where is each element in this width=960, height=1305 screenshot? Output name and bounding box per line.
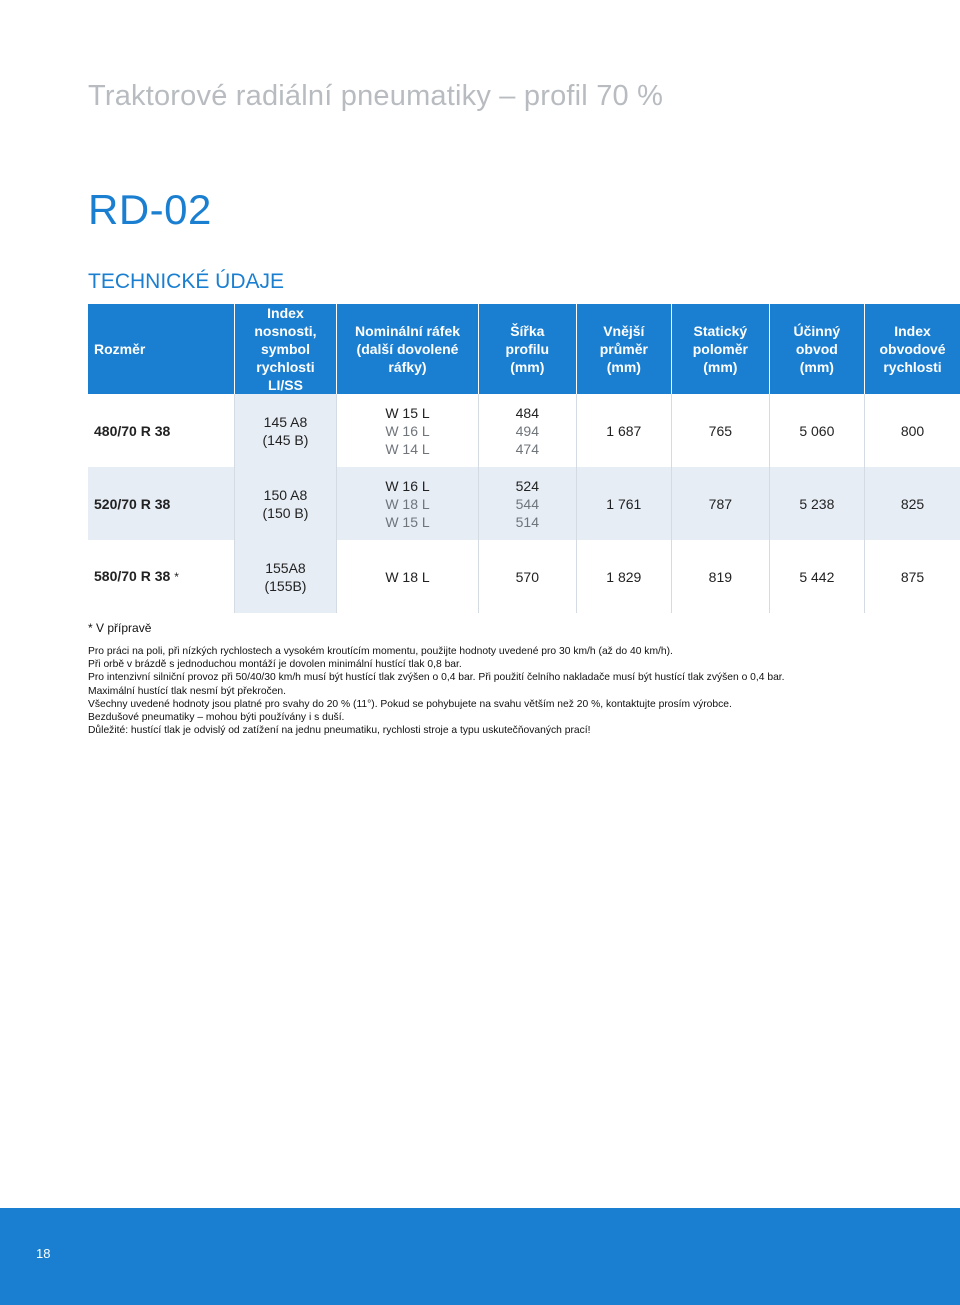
rolling-circumference: 5 442 xyxy=(769,540,864,613)
column-header: Statický poloměr (mm) xyxy=(672,304,770,394)
note-line: Pro intenzivní silniční provoz při 50/40/30 km/h musí být hustící tlak zvýšen o 0,4 bar. Při použití čelního nakladače musí být hustící tlak zvýšen o 0,4 bar. xyxy=(88,672,785,684)
column-header: Účinný obvod (mm) xyxy=(769,304,864,394)
load-speed-index: 145 A8 (145 B) xyxy=(234,394,336,467)
outer-diameter: 1 829 xyxy=(576,540,671,613)
table-row xyxy=(88,394,960,467)
note-line: Pro práci na poli, při nízkých rychlostech a vysokém kroutícím momentu, použijte hodnoty uvedené pro 30 km/h (až do 40 km/h). xyxy=(88,646,673,657)
note-line: Maximální hustící tlak nesmí být překročen. xyxy=(88,685,287,697)
tire-size: 580/70 R 38 * xyxy=(88,540,234,613)
technical-data-table xyxy=(88,304,960,613)
column-header: Vnější průměr (mm) xyxy=(576,304,671,394)
note-line: Všechny uvedené hodnoty jsou platné pro svahy do 20 % (11°). Pokud se pohybujete na svahu větším než 20 %, kontaktujte prosím výrobce. xyxy=(88,698,732,710)
static-radius: 765 xyxy=(672,394,770,467)
outer-diameter: 1 687 xyxy=(576,394,671,467)
table-row xyxy=(88,467,960,540)
page-heading: Traktorové radiální pneumatiky – profil 70 % xyxy=(88,80,664,112)
section-width: 524 544 514 xyxy=(479,467,577,540)
load-speed-index: 155A8 (155B) xyxy=(234,540,336,613)
column-header: Rozměr xyxy=(88,304,234,394)
rim: W 18 L xyxy=(337,540,479,613)
outer-diameter: 1 761 xyxy=(576,467,671,540)
footer-bar xyxy=(0,1208,960,1305)
section-width: 484 494 474 xyxy=(479,394,577,467)
rim: W 15 L W 16 L W 14 L xyxy=(337,394,479,467)
column-header: Šířka profilu (mm) xyxy=(479,304,577,394)
tire-size: 520/70 R 38 xyxy=(88,467,234,540)
load-speed-index: 150 A8 (150 B) xyxy=(234,467,336,540)
table-row xyxy=(88,540,960,613)
page-number: 18 xyxy=(36,1246,51,1261)
in-preparation-mark: * xyxy=(174,570,179,584)
column-header: Index obvodové rychlosti xyxy=(865,304,960,394)
rolling-circumference: 5 238 xyxy=(769,467,864,540)
rolling-circumference: 5 060 xyxy=(769,394,864,467)
speed-index: 800 xyxy=(900,422,925,439)
static-radius: 787 xyxy=(672,467,770,540)
note-line: Při orbě v brázdě s jednoduchou montáží je dovolen minimální hustící tlak 0,8 bar. xyxy=(88,659,462,671)
section-title: TECHNICKÉ ÚDAJE xyxy=(88,270,285,293)
static-radius: 819 xyxy=(672,540,770,613)
table-header-row xyxy=(88,304,960,394)
rim: W 16 L W 18 L W 15 L xyxy=(337,467,479,540)
column-header: Index nosnosti, symbol rychlosti LI/SS xyxy=(234,304,336,394)
column-header: Nominální ráfek (další dovolené ráfky) xyxy=(337,304,479,394)
footnote: * V přípravě xyxy=(88,621,152,635)
model-title: RD-02 xyxy=(88,186,212,233)
speed-index: 875 xyxy=(900,568,925,585)
tire-size: 480/70 R 38 xyxy=(88,394,234,467)
section-width: 570 xyxy=(479,540,577,613)
speed-index: 825 xyxy=(865,467,960,540)
note-line: Bezdušové pneumatiky – mohou býti používány i s duší. xyxy=(88,712,345,724)
note-line: Důležité: hustící tlak je odvislý od zatížení na jednu pneumatiku, rychlosti stroje a typu uskutečňovaných prací! xyxy=(88,725,591,737)
usage-notes xyxy=(88,645,948,737)
